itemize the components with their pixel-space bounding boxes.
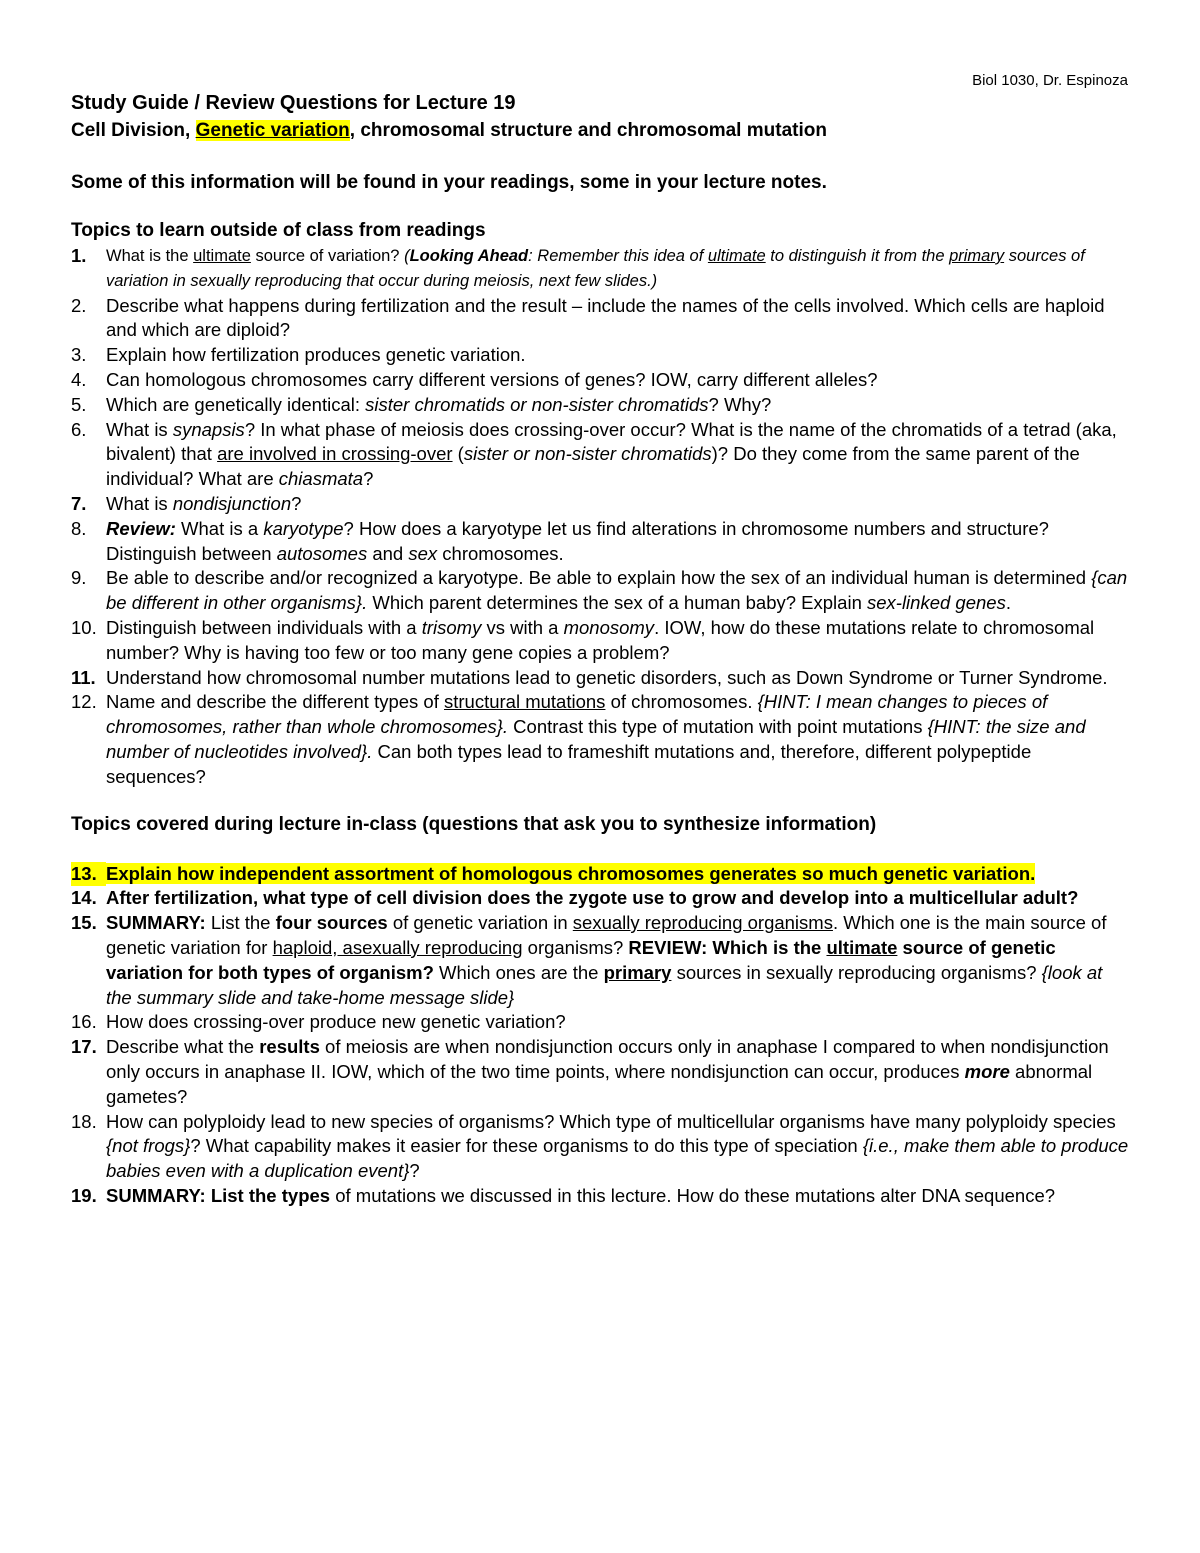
list-item: 9. Be able to describe and/or recognized a karyotype. Be able to explain how the sex of an individual human is determined {can be different in other organisms}. Which parent determines the sex of a human baby? Explain sex-linked genes. <box>71 567 1128 614</box>
highlighted-term: Genetic variation <box>195 120 350 141</box>
readings-question-list <box>71 244 1131 790</box>
list-item: 4. Can homologous chromosomes carry different versions of genes? IOW, carry different alleles? <box>71 368 878 390</box>
lecture-question-list <box>71 862 1131 1209</box>
course-header: Biol 1030, Dr. Espinoza <box>972 72 1128 89</box>
list-item: 10. Distinguish between individuals with a trisomy vs with a monosomy. IOW, how do these mutations relate to chromosomal number? Why is having too few or too many gene copies a problem? <box>71 616 1095 663</box>
list-item: 17. Describe what the results of meiosis are when nondisjunction occurs only in anaphase I compared to when nondisjunction only occurs in anaphase II. IOW, which of the two time points, where nondisjunction can occur, produces more abnormal gametes? <box>71 1036 1109 1107</box>
list-item: 19. SUMMARY: List the types of mutations we discussed in this lecture. How do these mutations alter DNA sequence? <box>71 1184 1056 1206</box>
list-item: 18. How can polyploidy lead to new species of organisms? Which type of multicellular organisms have many polyploidy species {not frogs}? What capability makes it easier for these organisms to do this type of speciation {i.e., make them able to produce babies even with a duplication event}? <box>71 1110 1129 1182</box>
list-item: 11. Understand how chromosomal number mutations lead to genetic disorders, such as Down Syndrome or Turner Syndrome. <box>71 666 1108 688</box>
section-lecture-title: Topics covered during lecture in-class (questions that ask you to synthesize information) <box>71 813 877 835</box>
list-item: 15. SUMMARY: List the four sources of genetic variation in sexually reproducing organisms. Which one is the main source of genetic variation for haploid, asexually reproducing organisms? REVIEW: Which is the ultimate source of genetic variation for both types of organism? Which ones are the primary sources in sexually reproducing organisms? {look at the summary slide and take-home message slide} <box>71 912 1107 1008</box>
list-item: 2. Describe what happens during fertilization and the result – include the names of the cells involved. Which cells are haploid and which are diploid? <box>71 294 1105 341</box>
list-item: 8. Review: What is a karyotype? How does a karyotype let us find alterations in chromosome numbers and structure? Distinguish between autosomes and sex chromosomes. <box>71 517 1049 564</box>
highlighted-question: 13. Explain how independent assortment of homologous chromosomes generates so much genetic variation. <box>106 863 1035 884</box>
list-item: 7. What is nondisjunction? <box>71 492 302 514</box>
page-title: Study Guide / Review Questions for Lecture 19 <box>71 92 516 114</box>
list-item: 5. Which are genetically identical: sister chromatids or non-sister chromatids? Why? <box>71 393 772 415</box>
list-item: 16. How does crossing-over produce new genetic variation? <box>71 1011 566 1033</box>
intro-note: Some of this information will be found in your readings, some in your lecture notes. <box>71 172 827 193</box>
list-item: 12. Name and describe the different types of structural mutations of chromosomes. {HINT: I mean changes to pieces of chromosomes, rather than whole chromosomes}. Contrast this type of mutation with point mutations {HINT: the size and number of nucleotides involved}. Can both types lead to frameshift mutations and, therefore, different polypeptide sequences? <box>71 691 1086 787</box>
section-readings-title: Topics to learn outside of class from readings <box>71 220 486 241</box>
list-item: 14. After fertilization, what type of cell division does the zygote use to grow and develop into a multicellular adult? <box>71 887 1079 909</box>
document-body <box>71 88 1131 1209</box>
page-subtitle: Cell Division, Genetic variation, chromosomal structure and chromosomal mutation <box>71 120 827 141</box>
list-item: 3. Explain how fertilization produces genetic variation. <box>71 344 526 366</box>
list-item: 6. What is synapsis? In what phase of meiosis does crossing-over occur? What is the name of the chromatids of a tetrad (aka, bivalent) that are involved in crossing-over (sister or non-sister chromatids)? Do they come from the same parent of the individual? What are chiasmata? <box>71 418 1117 490</box>
list-item: 1. What is the ultimate source of variation? (Looking Ahead: Remember this idea of ultimate to distinguish it from the primary sources of variation in sexually reproducing that occur during meiosis, next few slides.) <box>71 245 1085 290</box>
list-item <box>71 862 1131 887</box>
